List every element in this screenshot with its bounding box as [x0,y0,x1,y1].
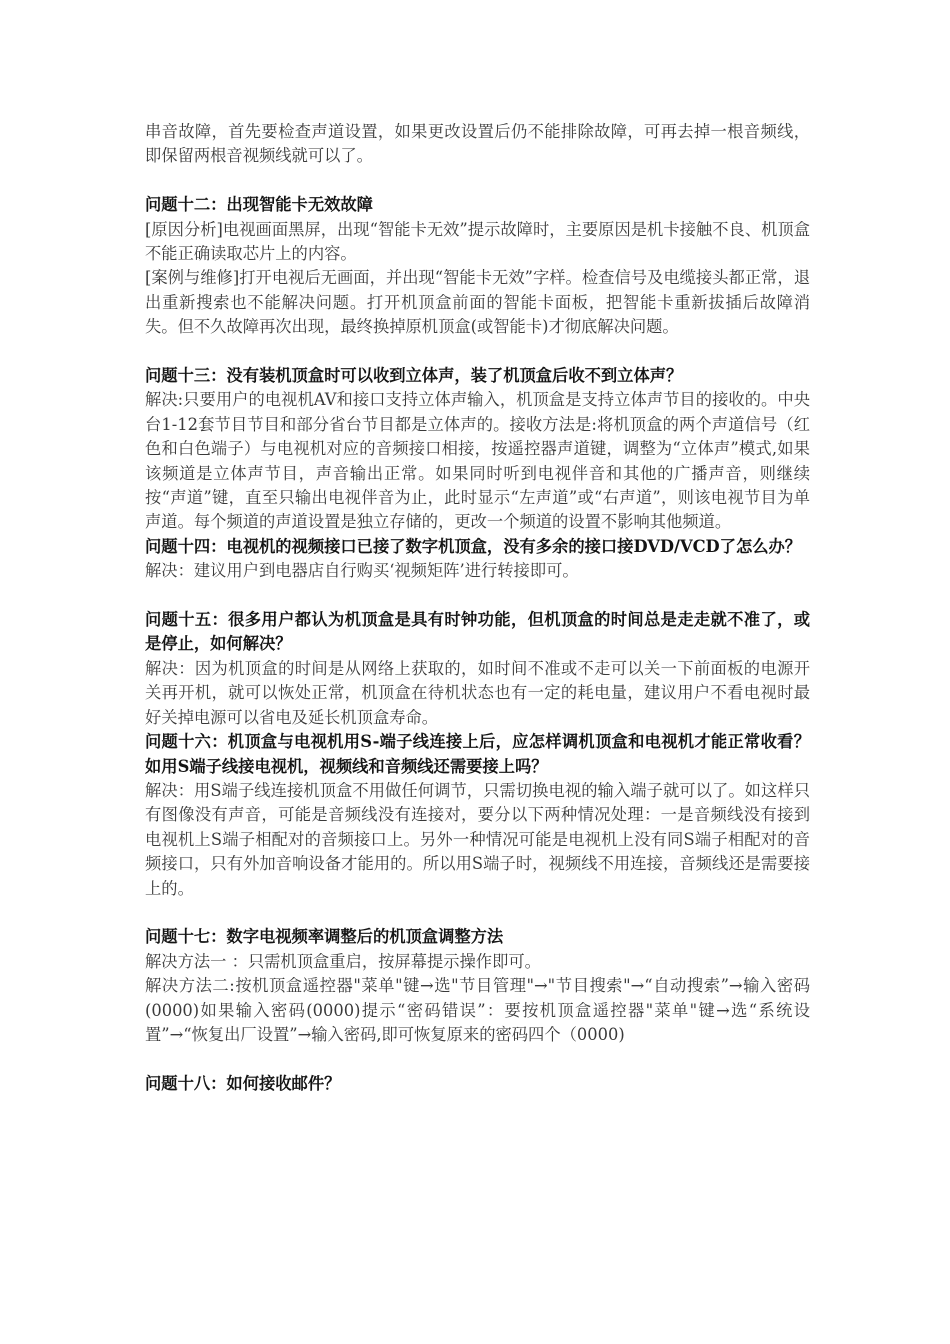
body-paragraph: [原因分析]电视画面黑屏，出现“智能卡无效”提示故障时，主要原因是机卡接触不良、机顶盒不能正确读取芯片上的内容。 [145,219,810,264]
body-paragraph: 解决方法二:按机顶盒遥控器"菜单"键→选"节目管理"→"节目搜索"→“自动搜索”→输入密码(0000)如果输入密码(0000)提示“密码错误”：要按机顶盒遥控器"菜单"键→选“系统设置”→“恢复出厂设置”→输入密码,即可恢复原来的密码四个（0000) [145,976,810,1044]
blank-line [145,584,810,608]
question-heading: 问题十二：出现智能卡无效故障 [145,195,373,215]
question-heading: 问题十五：很多用户都认为机顶盒是具有时钟功能，但机顶盒的时间总是走走就不准了，或是停止，如何解决？ [145,610,810,654]
blank-line [145,340,810,364]
body-paragraph: 解决:只要用户的电视机AV和接口支持立体声输入，机顶盒是支持立体声节目的接收的。中央台1-12套节目节目和部分省台节目都是立体声的。接收方法是:将机顶盒的两个声道信号（红色和白色端子）与电视机对应的音频接口相接，按遥控器声道键，调整为“立体声”模式,如果该频道是立体声节目，声音输出正常。如果同时听到电视伴音和其他的广播声音，则继续按“声道”键，直至只输出电视伴音为止，此时显示“左声道”或“右声道”，则该电视节目为单声道。每个频道的声道设置是独立存储的，更改一个频道的设置不影响其他频道。 [145,390,810,532]
document-body [145,120,810,1096]
blank-line [145,1047,810,1071]
body-paragraph: 解决方法一 ：只需机顶盒重启，按屏幕提示操作即可。 [145,951,541,971]
question-heading: 问题十四：电视机的视频接口已接了数字机顶盒，没有多余的接口接DVD/VCD了怎么办？ [145,536,802,556]
question-heading: 问题十七：数字电视频率调整后的机顶盒调整方法 [145,927,504,947]
blank-line [145,901,810,925]
body-paragraph: 串音故障，首先要检查声道设置，如果更改设置后仍不能排除故障，可再去掉一根音频线，即保留两根音视频线就可以了。 [145,122,810,166]
body-paragraph: [案例与维修]打开电视后无画面，并出现“智能卡无效”字样。检查信号及电缆接头都正常，退出重新搜索也不能解决问题。打开机顶盒前面的智能卡面板，把智能卡重新拔插后故障消失。但不久故障再次出现，最终换掉原机顶盒(或智能卡)才彻底解决问题。 [145,268,810,337]
question-heading: 问题十六：机顶盒与电视机用S-端子线连接上后，应怎样调机顶盒和电视机才能正常收看？如用S端子线接电视机，视频线和音频线还需要接上吗？ [145,732,810,776]
body-paragraph: 解决：用S端子线连接机顶盒不用做任何调节，只需切换电视的输入端子就可以了。如这样只有图像没有声音，可能是音频线没有连接对，要分以下两种情况处理：一是音频线没有接到电视机上S端子相配对的音频接口上。另外一种情况可能是电视机上没有同S端子相配对的音频接口，只有外加音响设备才能用的。所以用S端子时，视频线不用连接，音频线还是需要接上的。 [145,780,810,898]
question-heading: 问题十八：如何接收邮件？ [145,1073,341,1093]
question-heading: 问题十三：没有装机顶盒时可以收到立体声，装了机顶盒后收不到立体声？ [145,366,683,386]
body-paragraph: 解决：因为机顶盒的时间是从网络上获取的，如时间不准或不走可以关一下前面板的电源开关再开机，就可以恢处正常，机顶盒在待机状态也有一定的耗电量，建议用户不看电视时最好关掉电源可以省电及延长机顶盒寿命。 [145,658,810,727]
body-paragraph: 解决：建议用户到电器店自行购买‘视频矩阵’进行转接即可。 [145,561,579,581]
blank-line [145,169,810,193]
